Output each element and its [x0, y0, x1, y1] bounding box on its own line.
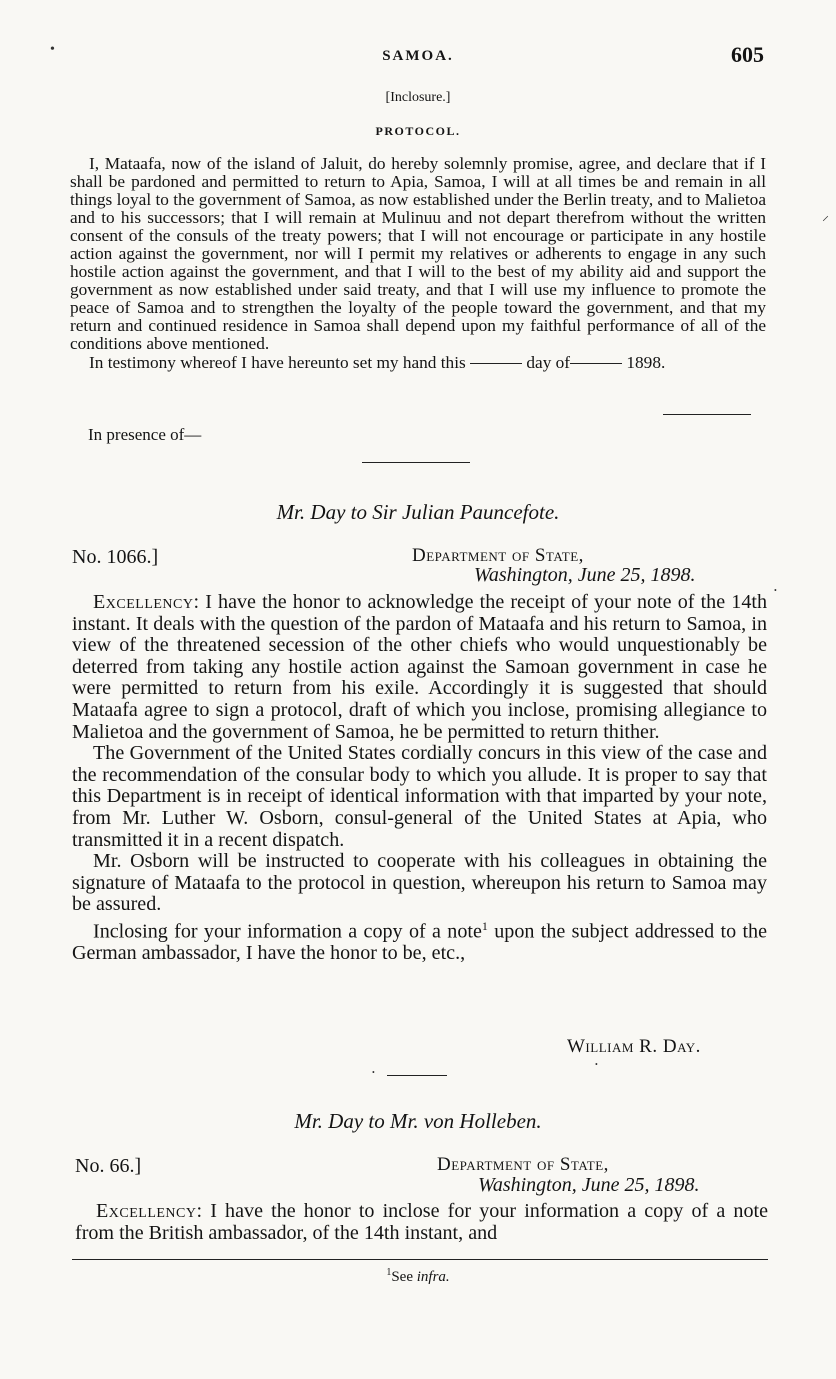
- print-speck: •: [50, 42, 55, 57]
- letter-heading-holleben: Mr. Day to Mr. von Holleben.: [294, 1109, 542, 1133]
- paragraph: [72, 916, 767, 965]
- section-divider: [387, 1075, 447, 1076]
- salutation: Excellency: [96, 1200, 197, 1222]
- print-speck: •: [372, 1068, 375, 1077]
- salutation: Excellency: [93, 591, 194, 613]
- section-divider: [362, 462, 470, 463]
- paragraph: Mr. Osborn will be instructed to cooperate with his colleagues in obtaining the signature of Mataafa to the protocol in question, whereupon his return to Samoa may be assured.: [72, 850, 767, 916]
- print-speck: •: [595, 1060, 598, 1069]
- letter-number: No. 66.]: [75, 1155, 142, 1177]
- in-presence-line: In presence of—: [88, 425, 202, 444]
- paragraph: The Government of the United States cordially concurs in this view of the case and the recommendation of the consular body to which you allude. It is proper to say that this Department is in receipt of identical information with that imparted by your note, from Mr. Luther W. Osborn, consul-general of the United States at Apia, who transmitted it in a recent dispatch.: [72, 742, 767, 851]
- letter-body-holleben: [75, 1201, 768, 1244]
- print-speck: •: [774, 586, 777, 595]
- letter-heading-pauncefote: Mr. Day to Sir Julian Pauncefote.: [276, 500, 560, 524]
- testimony-line: [70, 354, 766, 372]
- footnote-mark: 1: [386, 1267, 392, 1278]
- protocol-title: PROTOCOL.: [375, 124, 461, 138]
- dateline: Washington, June 25, 1898.: [474, 564, 696, 586]
- paragraph: [75, 1201, 768, 1244]
- running-head: SAMOA.: [382, 48, 454, 64]
- footnote: [0, 1267, 836, 1286]
- signature-blank: [663, 414, 751, 415]
- footnote-marker: 1: [481, 918, 488, 933]
- print-speck: ⸝: [822, 209, 829, 224]
- letter-body-pauncefote: [72, 592, 767, 965]
- month-blank: [570, 363, 622, 364]
- testimony-year: 1898.: [626, 352, 666, 372]
- page-number: 605: [731, 42, 764, 67]
- testimony-prefix: In testimony whereof I have hereunto set my hand this: [89, 352, 466, 372]
- paragraph-text: upon the subject addressed to the German ambassador, I have the honor to be, etc.,: [72, 920, 768, 965]
- paragraph-text: : I have the honor to acknowledge the receipt of your note of the 14th instant. It deals with the question of the pardon of Mataafa and his return to Samoa, in view of the threatened secession of the other chiefs who would unquestionably be deterred from taking any hostile action against the Samoan government in case he were permitted to return from his exile. Accordingly it is suggested that should Mataafa agree to sign a protocol, draft of which you inclose, promising allegiance to Malietoa and the government of Samoa, he be permitted to return thither.: [72, 591, 767, 743]
- protocol-text: [70, 155, 766, 372]
- footnote-see: See: [391, 1269, 413, 1285]
- dateline: Washington, June 25, 1898.: [478, 1174, 700, 1196]
- paragraph-text: : I have the honor to inclose for your information a copy of a note from the British ambassador, of the 14th instant, and: [75, 1200, 768, 1244]
- footnote-rule: [72, 1259, 768, 1260]
- enclosure-label: [Inclosure.]: [385, 90, 451, 105]
- paragraph: [72, 592, 767, 743]
- footnote-ref: infra.: [416, 1269, 450, 1285]
- day-blank: [470, 363, 522, 364]
- protocol-paragraph: I, Mataafa, now of the island of Jaluit, do hereby solemnly promise, agree, and declare that if I shall be pardoned and permitted to return to Apia, Samoa, I will at all times be and remain in all things loyal to the government of Samoa, as now established under the Berlin treaty, and to Malietoa and to his successors; that I will remain at Mulinuu and not depart therefrom without the written consent of the consuls of the treaty powers; that I will not encourage or participate in any hostile action against the government, nor will I permit my relatives or adherents to engage in any such hostile action against the government, and that I will to the best of my ability aid and support the government as now established under said treaty, and that I will use my influence to promote the peace of Samoa and to strengthen the loyalty of the people toward the government, and that my return and continued residence in Samoa shall depend upon my faithful performance of all of the conditions above mentioned.: [70, 154, 766, 354]
- testimony-middle: day of: [526, 352, 571, 372]
- department-line: Department of State,: [412, 545, 584, 566]
- paragraph-text: Inclosing for your information a copy of a note: [93, 920, 482, 943]
- signature: William R. Day.: [567, 1036, 701, 1057]
- letter-number: No. 1066.]: [72, 546, 159, 568]
- department-line: Department of State,: [437, 1154, 609, 1175]
